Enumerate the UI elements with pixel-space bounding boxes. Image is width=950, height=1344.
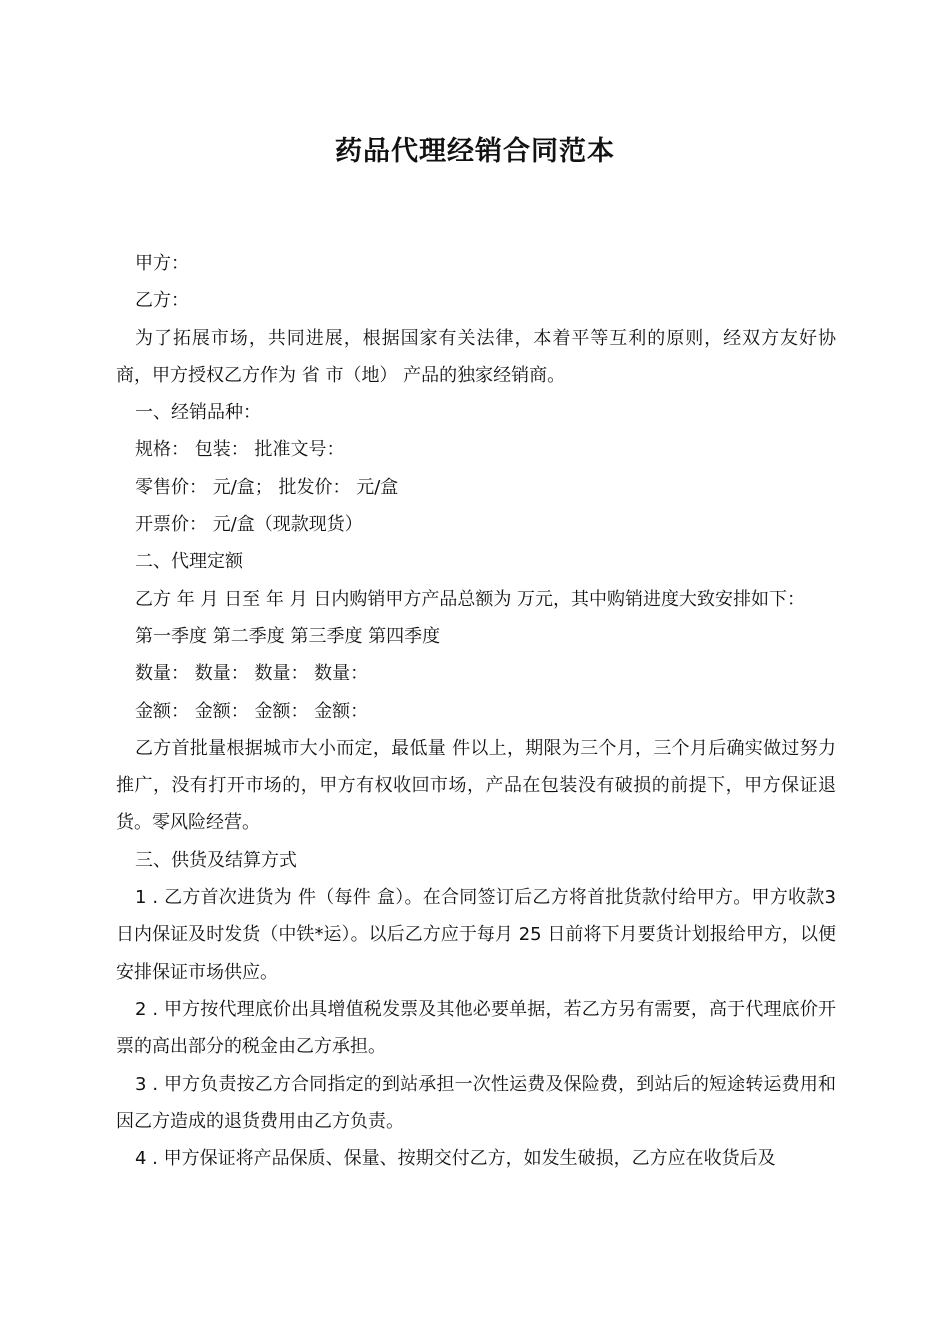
- document-body: [116, 245, 836, 1177]
- section-heading-supply: 三、供货及结算方式: [135, 849, 297, 871]
- clause-1: 1 . 乙方首次进货为 件（每件 盒）。在合同签订后乙方将首批货款付给甲方。甲方收款3日内保证及时发货（中铁*运）。以后乙方应于每月 25 日前将下月要货计划报给甲方，以便安排保证市场供应。: [116, 887, 836, 983]
- party-b-line: 乙方：: [135, 290, 189, 312]
- spec-line: 规格： 包装： 批准文号：: [135, 439, 345, 461]
- clause-2: 2 . 甲方按代理底价出具增值税发票及其他必要单据，若乙方另有需要，高于代理底价开票的高出部分的税金由乙方承担。: [116, 998, 836, 1058]
- intro-paragraph: 为了拓展市场，共同进展，根据国家有关法律，本着平等互利的原则，经双方友好协商，甲方授权乙方作为 省 市（地） 产品的独家经销商。: [116, 327, 836, 386]
- price-line: 零售价： 元/盒； 批发价： 元/盒: [135, 476, 399, 498]
- clause-3: 3 . 甲方负责按乙方合同指定的到站承担一次性运费及保险费，到站后的短途转运费用和因乙方造成的退货费用由乙方负责。: [116, 1073, 836, 1132]
- document-title: 药品代理经销合同范本: [335, 136, 615, 167]
- amount-line: 金额： 金额： 金额： 金额：: [135, 700, 369, 722]
- quantity-line: 数量： 数量： 数量： 数量：: [135, 663, 369, 685]
- section-heading-quota: 二、代理定额: [135, 551, 243, 573]
- quarters-line: 第一季度 第二季度 第三季度 第四季度: [135, 625, 441, 647]
- party-a-line: 甲方：: [135, 253, 189, 274]
- section-heading-products: 一、经销品种：: [135, 402, 261, 424]
- quota-paragraph: 乙方 年 月 日至 年 月 日内购销甲方产品总额为 万元，其中购销进度大致安排如下：: [135, 588, 806, 610]
- clause-4: 4 . 甲方保证将产品保质、保量、按期交付乙方，如发生破损，乙方应在收货后及: [135, 1148, 776, 1170]
- first-batch-paragraph: 乙方首批量根据城市大小而定，最低量 件以上，期限为三个月，三个月后确实做过努力推广，没有打开市场的，甲方有权收回市场，产品在包装没有破损的前提下，甲方保证退货。零风险经营。: [116, 737, 836, 834]
- invoice-price-line: 开票价： 元/盒（现款现货）: [135, 514, 363, 536]
